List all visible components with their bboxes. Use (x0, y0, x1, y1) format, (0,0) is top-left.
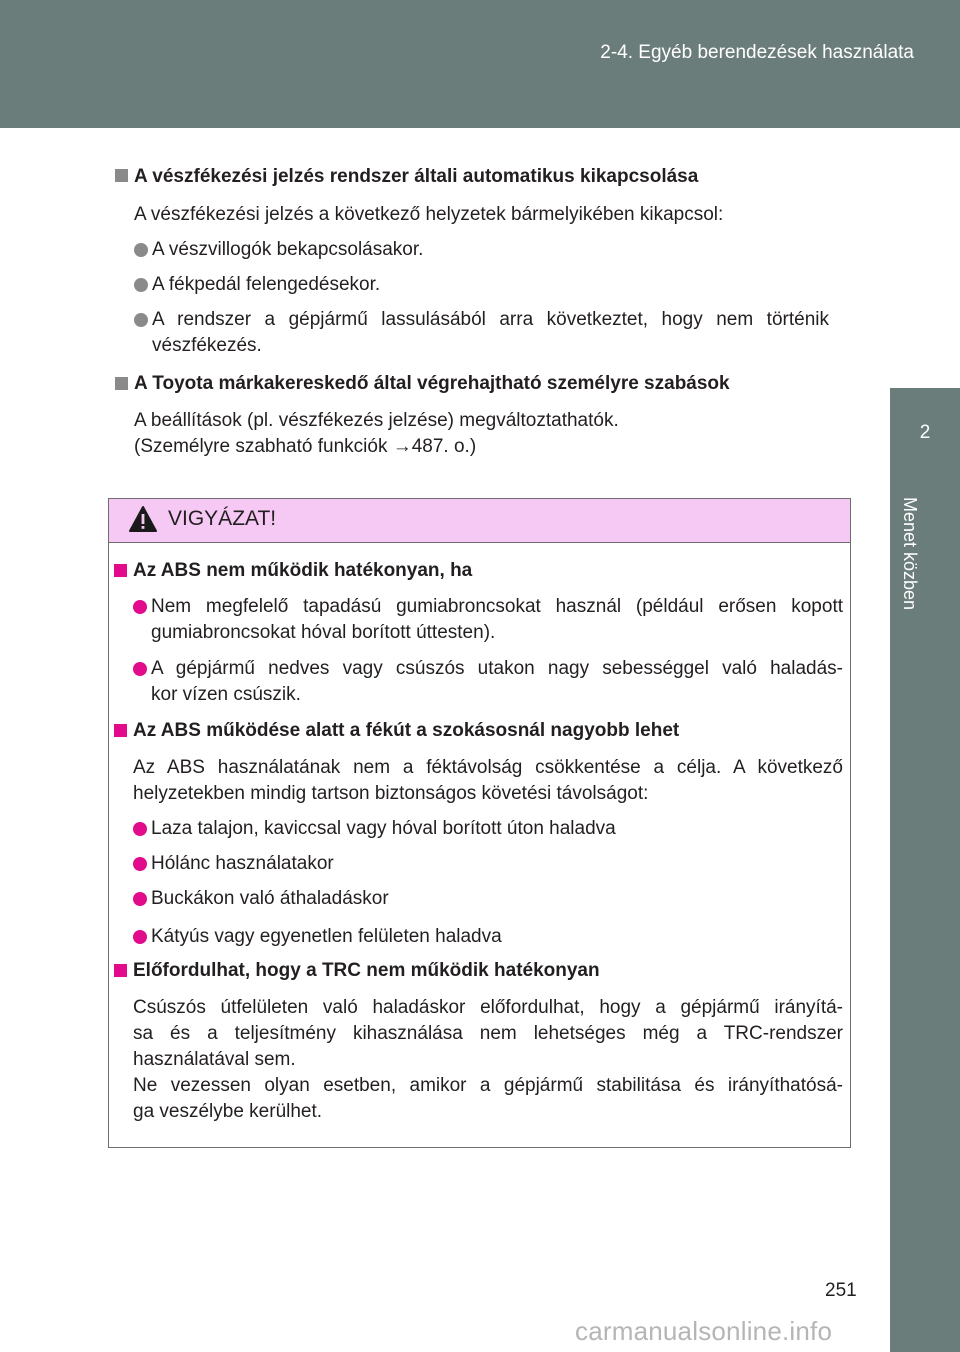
warning-block1-bullet-cont: kor vízen csúszik. (151, 684, 301, 705)
section1-heading: A vészfékezési jelzés rendszer általi automatikus kikapcsolása (134, 166, 699, 187)
bullet-dot-icon (133, 930, 147, 944)
bullet-dot-icon (133, 662, 147, 676)
warning-block3-para: Ne vezessen olyan esetben, amikor a gépjármű stabilitása és irányíthatósá- (133, 1075, 843, 1096)
warning-block2-bullet: Kátyús vagy egyenetlen felületen haladva (151, 926, 502, 947)
section2-line: A beállítások (pl. vészfékezés jelzése) megváltoztathatók. (134, 410, 619, 431)
bullet-dot-icon (134, 243, 148, 257)
chapter-label: Menet közben (900, 497, 920, 611)
chapter-tab[interactable] (890, 388, 960, 474)
heading-square-icon (115, 377, 128, 390)
warning-block2-heading: Az ABS működése alatt a fékút a szokásosnál nagyobb lehet (133, 720, 680, 741)
chapter-number: 2 (919, 422, 931, 443)
warning-title: VIGYÁZAT! (168, 507, 277, 530)
page-number: 251 (825, 1280, 857, 1301)
warning-block3-para: használatával sem. (133, 1049, 296, 1070)
warning-block2-bullet: Hólánc használatakor (151, 853, 334, 874)
warning-block2-para: helyzetekben mindig tartson biztonságos követési távolságot: (133, 783, 649, 804)
warning-block3-para: Csúszós útfelületen való haladáskor előfordulhat, hogy a gépjármű irányítá- (133, 997, 843, 1018)
section2-heading: A Toyota márkakereskedő által végrehajtható személyre szabások (134, 373, 730, 394)
heading-square-icon (115, 169, 128, 182)
warning-block2-bullet: Buckákon való áthaladáskor (151, 888, 389, 909)
heading-square-icon (114, 564, 127, 577)
warning-block1-heading: Az ABS nem működik hatékonyan, ha (133, 560, 473, 581)
section1-bullet: A vészvillogók bekapcsolásakor. (152, 239, 424, 260)
watermark: carmanualsonline.info (575, 1316, 833, 1346)
warning-block3-para: sa és a teljesítmény kihasználása nem lehetséges még a TRC-rendszer (133, 1023, 843, 1044)
warning-block1-bullet: A gépjármű nedves vagy csúszós utakon nagy sebességgel való haladás- (151, 658, 843, 679)
heading-square-icon (114, 964, 127, 977)
warning-block2-bullet: Laza talajon, kaviccsal vagy hóval borított úton haladva (151, 818, 616, 839)
warning-block1-bullet: Nem megfelelő tapadású gumiabroncsokat használ (például erősen kopott (151, 596, 843, 617)
bullet-dot-icon (133, 600, 147, 614)
warning-block1-bullet-cont: gumiabroncsokat hóval borított úttesten). (151, 622, 496, 643)
warning-header (109, 499, 850, 543)
bullet-dot-icon (134, 313, 148, 327)
section1-bullet: A rendszer a gépjármű lassulásából arra következtet, hogy nem történik (152, 309, 829, 330)
bullet-dot-icon (134, 278, 148, 292)
warning-block2-para: Az ABS használatának nem a féktávolság csökkentése a célja. A következő (133, 757, 843, 778)
heading-square-icon (114, 724, 127, 737)
section2-reference: (Személyre szabható funkciók →487. o.) (134, 436, 477, 457)
bullet-dot-icon (133, 822, 147, 836)
warning-block3-para: ga veszélybe kerülhet. (133, 1101, 323, 1122)
bullet-dot-icon (133, 892, 147, 906)
bullet-dot-icon (133, 857, 147, 871)
section1-bullet: A fékpedál felengedésekor. (152, 274, 381, 295)
section1-bullet-cont: vészfékezés. (152, 335, 262, 356)
section1-intro: A vészfékezési jelzés a következő helyzetek bármelyikében kikapcsol: (134, 204, 724, 225)
section-title: 2-4. Egyéb berendezések használata (600, 42, 914, 63)
warning-block3-heading: Előfordulhat, hogy a TRC nem működik hatékonyan (133, 960, 600, 981)
warning-triangle-icon (128, 505, 158, 533)
